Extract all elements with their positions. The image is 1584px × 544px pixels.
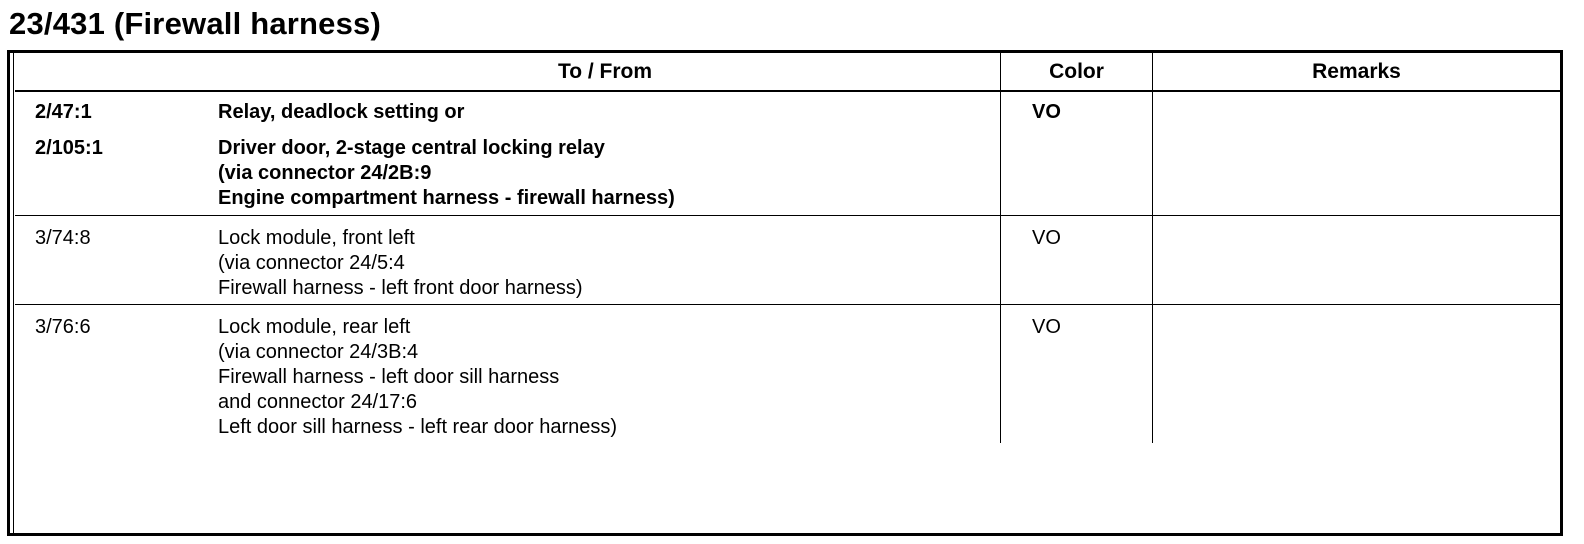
connection-id: 3/74:8 (35, 227, 91, 249)
description-line: Lock module, rear left (218, 316, 411, 338)
row-color-cell: VO (1001, 91, 1153, 216)
connection-table (15, 53, 1560, 443)
table-left-rule (13, 53, 14, 533)
description-line: Firewall harness - left front door harness) (218, 277, 583, 299)
header-to-from: To / From (210, 53, 1001, 91)
row-id-cell (15, 305, 210, 444)
header-color: Color (1001, 53, 1153, 91)
description-line: Driver door, 2-stage central locking relay (218, 137, 605, 159)
connection-id: 2/105:1 (35, 137, 103, 159)
table-header-row (15, 53, 1560, 91)
header-remarks: Remarks (1153, 53, 1561, 91)
description-line: Relay, deadlock setting or (218, 101, 465, 123)
row-color-cell: VO (1001, 216, 1153, 305)
description-line: (via connector 24/5:4 (218, 252, 405, 274)
description-line: Firewall harness - left door sill harness (218, 366, 560, 388)
wiring-table (7, 50, 1563, 536)
row-color-cell: VO (1001, 305, 1153, 444)
table-row (15, 305, 1560, 444)
description-line: (via connector 24/3B:4 (218, 341, 419, 363)
table-row (15, 216, 1560, 305)
table-row (15, 91, 1560, 216)
page-title: 23/431 (Firewall harness) (9, 6, 382, 41)
row-remarks-cell (1153, 91, 1561, 216)
row-id-cell (15, 216, 210, 305)
row-remarks-cell (1153, 305, 1561, 444)
row-description-cell (210, 216, 1001, 305)
header-id-cell (15, 53, 210, 91)
description-line: Engine compartment harness - firewall harness) (218, 187, 675, 209)
row-remarks-cell (1153, 216, 1561, 305)
description-line: (via connector 24/2B:9 (218, 162, 432, 184)
description-line: and connector 24/17:6 (218, 391, 418, 413)
connection-id: 3/76:6 (35, 316, 91, 338)
row-description-cell (210, 91, 1001, 216)
row-id-cell (15, 91, 210, 216)
row-description-cell (210, 305, 1001, 444)
description-line: Lock module, front left (218, 227, 415, 249)
description-line: Left door sill harness - left rear door harness) (218, 416, 618, 438)
connection-id: 2/47:1 (35, 101, 92, 123)
